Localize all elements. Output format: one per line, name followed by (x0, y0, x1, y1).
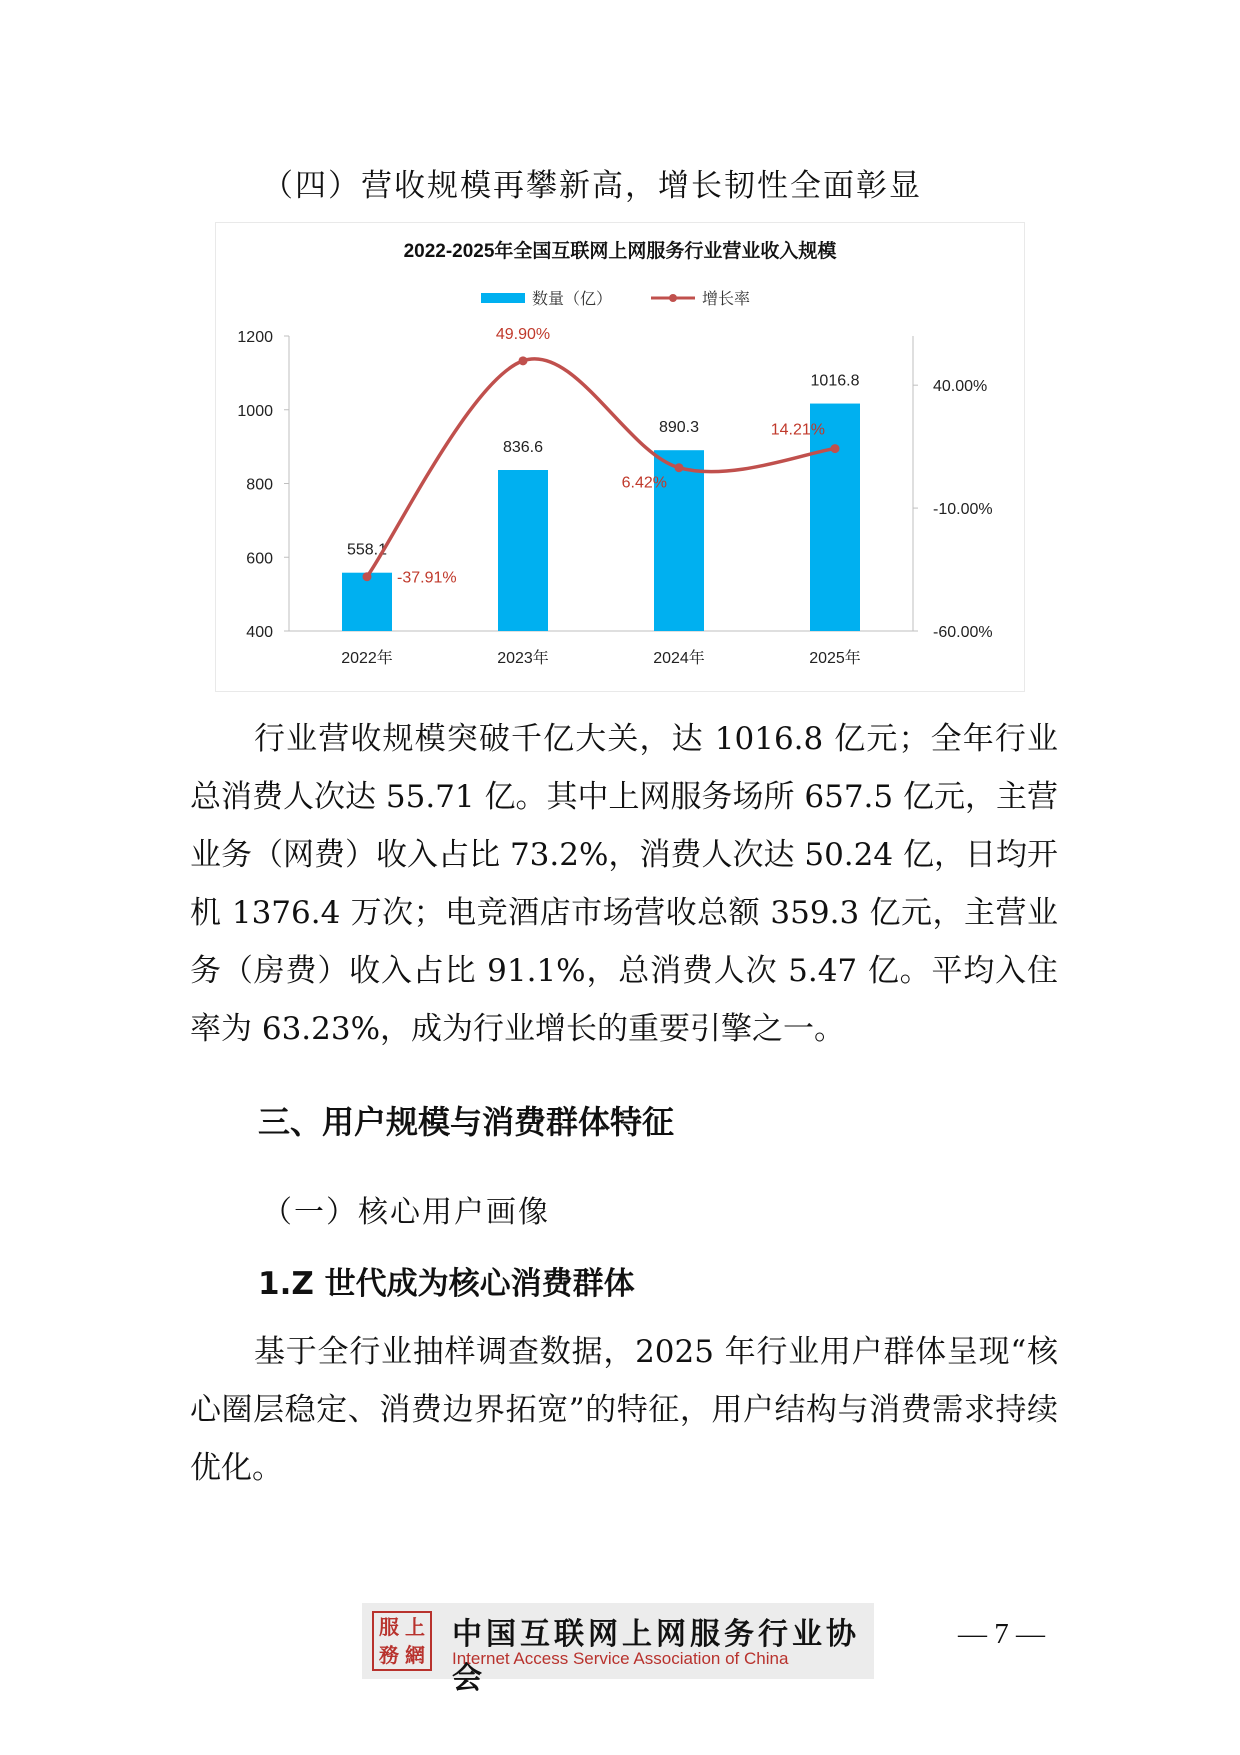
growth-point (519, 356, 528, 365)
left-tick-label: 800 (246, 476, 273, 494)
bar-2022年 (342, 573, 392, 631)
bar-value-label: 890.3 (658, 419, 700, 437)
chart-title: 2022-2025年全国互联网上网服务行业营业收入规模 (403, 241, 837, 262)
growth-value-label: -37.91% (397, 569, 457, 587)
right-tick-label: -60.00% (933, 624, 993, 641)
bar-value-label: 836.6 (502, 439, 544, 457)
association-name-cn: 中国互联网上网服务行业协会 (452, 1617, 860, 1696)
bar-value-label: 558.1 (346, 541, 388, 559)
left-tick-label: 1200 (237, 329, 273, 346)
growth-rate-line (367, 359, 835, 577)
right-tick-label: 40.00% (933, 378, 988, 396)
growth-value-label: 49.90% (495, 325, 551, 343)
x-tick-label: 2023年 (497, 650, 549, 667)
growth-value-label: 6.42% (621, 474, 667, 492)
revenue-chart (215, 222, 1025, 692)
page-number: — 7 — (958, 1618, 1045, 1650)
section-heading-users: 三、用户规模与消费群体特征 (258, 1103, 675, 1141)
growth-point (363, 572, 372, 581)
heading-gen-z: 1.Z 世代成为核心消费群体 (258, 1266, 635, 1302)
growth-value-label: 14.21% (770, 421, 825, 439)
legend-bar-label: 数量（亿） (532, 291, 613, 308)
left-tick-label: 400 (246, 624, 273, 641)
seal-logo-icon: 服 上 務 網 (372, 1611, 432, 1671)
legend-line-label: 增长率 (702, 291, 751, 308)
growth-point (675, 463, 684, 472)
bar-2023年 (498, 470, 548, 631)
subheading-core-users: （一）核心用户画像 (262, 1195, 550, 1230)
paragraph-users: 基于全行业抽样调查数据，2025 年行业用户群体呈现“核心圈层稳定、消费边界拓宽”的特征，用户结构与消费需求持续优化。 (190, 1334, 1058, 1486)
x-tick-label: 2022年 (341, 650, 393, 667)
bar-value-label: 1016.8 (810, 372, 860, 390)
x-tick-label: 2024年 (653, 650, 705, 667)
growth-point (831, 444, 840, 453)
chart-canvas (216, 223, 1024, 691)
right-tick-label: -10.00% (933, 501, 993, 519)
association-name-en: Internet Access Service Association of China (452, 1649, 789, 1668)
subheading-revenue: （四）营收规模再攀新高，增长韧性全面彰显 (262, 168, 922, 204)
legend-bar-swatch (481, 293, 525, 303)
association-logo (362, 1603, 874, 1696)
paragraph-revenue: 行业营收规模突破千亿大关，达 1016.8 亿元；全年行业总消费人次达 55.71 亿。其中上网服务场所 657.5 亿元，主营业务（网费）收入占比 73.2%，消费人次达 50.24 亿，日均开机 1376.4 万次；电竞酒店市场营收总额 359.3 亿元，主营业务（房费）收入占比 91.1%，总消费人次 5.47 亿。平均入住率为 63.23%，成为行业增长的重要引擎之一。 (190, 721, 1058, 1047)
legend-line-marker (669, 294, 677, 302)
left-tick-label: 600 (246, 550, 273, 568)
left-tick-label: 1000 (237, 402, 273, 420)
x-tick-label: 2025年 (809, 650, 861, 667)
